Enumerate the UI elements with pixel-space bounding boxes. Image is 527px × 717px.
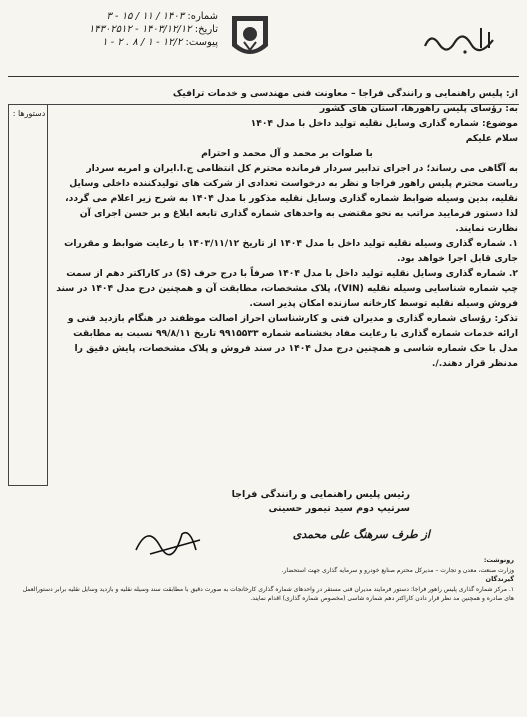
signature-org: رئیس پلیس راهنمایی و رانندگی فراجا bbox=[231, 489, 410, 500]
item-2: ۲. شماره گذاری وسایل نقلیه تولید داخل با مدل ۱۴۰۴ صرفاً با درج حرف (S) در کاراکتر دهم از سمت چپ شماره شناسایی وسیله نقلیه (VIN)، پلاک مشخصات، مطابقت آن و همچنین درج مدل ۱۴۰۴ در سند فروش وسیله نقلیه توسط کارخانه سازنده امکان پذیر است. bbox=[56, 268, 518, 309]
subject-line: موضوع: شماره گذاری وسایل نقلیه تولید داخل با مدل ۱۴۰۴ bbox=[250, 118, 518, 129]
paragraph-intro: به آگاهی می رساند؛ در اجرای تدابیر سردار فرمانده محترم کل انتظامی ج.ا.ایران و امریه سردار ریاست محترم پلیس راهور فراجا و نظر به درخواست تعدادی از شرکت های تولیدکننده داخلی وسایل نقلیه، بدین وسیله ضوابط شماره گذاری وسایل نقلیه مذکور با مدل ۱۴۰۴ به شرح زیر اعلام می گردد، لذا دستور فرمایید مراتب به نحو مقتضی به واحدهای شماره گذاری تابعه ابلاغ و بر حسن اجرای آن نظارت نمایند. bbox=[65, 163, 518, 234]
number-label: شماره: bbox=[187, 11, 218, 22]
letter-header-meta bbox=[8, 10, 218, 70]
copies-label: رونوشت: bbox=[483, 556, 514, 564]
note: تذکر: رؤسای شماره گذاری و مدیران فنی و کارشناسان احراز اصالت موظفند در هنگام بازدید فنی و ارائه خدمات شماره گذاری با رعایت مفاد بخشنامه شماره ۹۹۱۵۵۳۳ تاریخ ۹۹/۸/۱۱ نسبت به مطابقت مدل با حک شماره شاسی و همچنین درج مدل ۱۴۰۴ در سند فروش و پلاک مشخصات، پایش دقیق را مدنظر قرار دهند./. bbox=[67, 313, 518, 369]
to-line: به: رؤسای پلیس راهورها، استان های کشور bbox=[319, 103, 518, 114]
signature-scribble-icon bbox=[130, 520, 210, 560]
instructions-box bbox=[8, 104, 48, 486]
copies-text: وزارت صنعت، معدن و تجارت – مدیرکل محترم صنایع خودرو و سرمایه گذاری جهت استحضار. bbox=[281, 566, 514, 574]
signature-name: سرتیپ دوم سید تیمور حسینی bbox=[268, 503, 410, 514]
logo-calligraphy-icon bbox=[421, 22, 501, 58]
recipients-label: گیرندگان bbox=[485, 575, 514, 583]
instructions-label: دستورها : bbox=[12, 109, 46, 118]
item-1: ۱. شماره گذاری وسیله نقلیه تولید داخل با مدل ۱۴۰۴ از تاریخ ۱۴۰۳/۱۱/۱۲ با رعایت ضوابط و مقررات جاری قابل اجرا خواهد بود. bbox=[64, 238, 518, 264]
greeting: سلام علیکم bbox=[465, 133, 518, 144]
signature-block bbox=[150, 488, 410, 516]
salutation: با صلوات بر محمد و آل محمد و احترام bbox=[201, 148, 373, 159]
attach-row bbox=[8, 36, 218, 49]
from-line: از: پلیس راهنمایی و رانندگی فراجا – معاونت فنی مهندسی و خدمات ترافیک bbox=[172, 88, 518, 99]
handwritten-signature: از طرف سرهنگ علی محمدی bbox=[292, 528, 430, 541]
date-label: تاریخ: bbox=[194, 24, 218, 35]
attach-value: ۱۲/۲ - ۱ / ۸ . ۲ - ۱ bbox=[102, 37, 183, 48]
date-value: ۱۴۰۳/۱۲/۱۲ - ۱۴۳۰۲۵۱۲ bbox=[88, 24, 192, 35]
police-emblem-icon bbox=[228, 12, 272, 64]
attach-label: پیوست: bbox=[185, 37, 218, 48]
date-row bbox=[8, 23, 218, 36]
letter-body bbox=[56, 86, 518, 371]
recipients-text: ۱. مرکز شماره گذاری پلیس راهور فراجا: دستور فرمایند مدیران فنی مستقر در واحدهای شماره گذاری کارخانجات به صورت دقیق با مطابقت سند وسیله نقلیه و بازدید وسایل نقلیه برابر دستورالعمل های صادره و همچنین مد نظر قرار دادن کاراکتر دهم شماره شاسی (مخصوص شماره گذاری) اقدام نمایند. bbox=[22, 585, 514, 602]
number-value: ۱۴۰۳ / ۱۱ / ۱۵ - ۳ bbox=[106, 11, 185, 22]
header-divider bbox=[8, 76, 519, 77]
number-row bbox=[8, 10, 218, 23]
footer bbox=[14, 556, 514, 604]
